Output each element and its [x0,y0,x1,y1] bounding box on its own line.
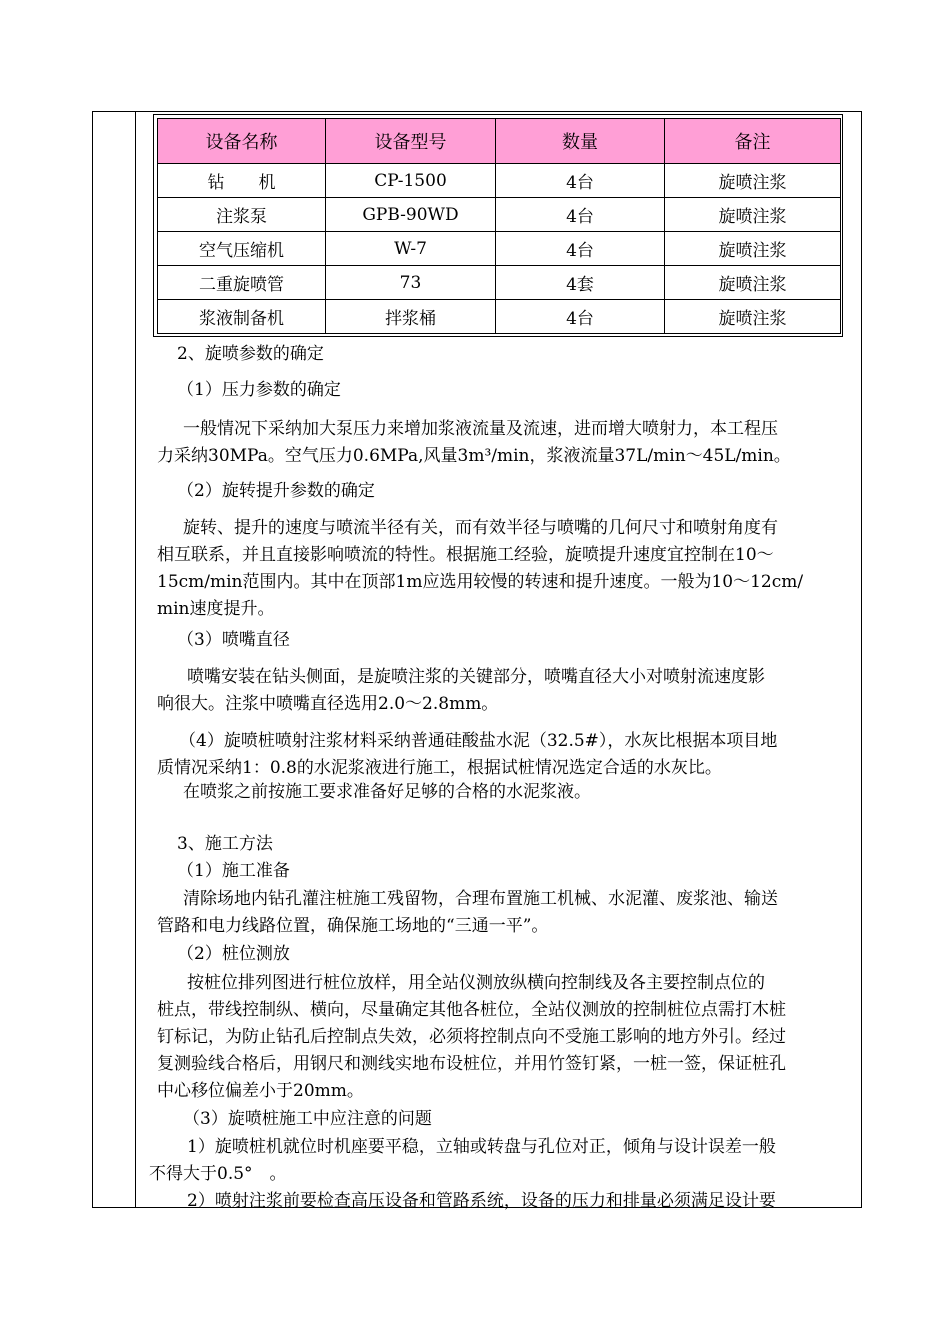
table-row [158,300,841,334]
section2-sub4-line2: 质情况采纳1：0.8的水泥浆液进行施工，根据试桩情况选定合适的水灰比。 [157,758,722,778]
section2-sub1-line2: 力采纳30MPa。空气压力0.6MPa,风量3m³/min，浆液流量37L/min～45L/min。 [157,446,791,466]
table-cell: W-7 [326,232,496,266]
table-cell: CP-1500 [326,164,496,198]
section3-item1-line2: 不得大于0.5° 。 [149,1164,287,1184]
table-cell: 浆液制备机 [158,300,326,334]
section3-title: 3、施工方法 [177,834,273,854]
equipment-table-frame [153,114,843,337]
header-cell: 设备名称 [158,119,326,164]
table-header-row [158,119,841,164]
table-cell: 空气压缩机 [158,232,326,266]
table-cell: 4台 [496,198,665,232]
table-cell: 注浆泵 [158,198,326,232]
table-cell: 旋喷注浆 [665,232,841,266]
table-row [158,164,841,198]
header-cell: 设备型号 [326,119,496,164]
section3-sub1-line2: 管路和电力线路位置，确保施工场地的“三通一平”。 [157,916,549,936]
section2-sub3-line2: 响很大。注浆中喷嘴直径选用2.0～2.8mm。 [157,694,499,714]
table-row [158,232,841,266]
content-cell [135,111,859,1211]
table-row [158,198,841,232]
section3-sub3-title: （3）旋喷桩施工中应注意的问题 [183,1109,432,1129]
section2-sub3-title: （3）喷嘴直径 [177,630,290,650]
section3-item2-line1: 2）喷射注浆前要检查高压设备和管路系统，设备的压力和排量必须满足设计要 [187,1191,776,1211]
table-cell: GPB-90WD [326,198,496,232]
section3-sub2-line3: 钉标记，为防止钻孔后控制点失效，必须将控制点向不受施工影响的地方外引。经过 [157,1027,786,1047]
section3-sub1-line1: 清除场地内钻孔灌注桩施工残留物，合理布置施工机械、水泥灌、废浆池、输送 [183,889,778,909]
section3-sub1-title: （1）施工准备 [177,861,290,881]
table-cell: 拌浆桶 [326,300,496,334]
section2-sub2-line4: min速度提升。 [157,599,275,619]
section2-sub1-title: （1）压力参数的确定 [177,380,341,400]
table-cell: 4台 [496,232,665,266]
table-cell: 旋喷注浆 [665,164,841,198]
table-row [158,266,841,300]
section3-sub2-line2: 桩点，带线控制纵、横向，尽量确定其他各桩位，全站仪测放的控制桩位点需打木桩 [157,1000,786,1020]
section3-sub2-line1: 按桩位排列图进行桩位放样，用全站仪测放纵横向控制线及各主要控制点位的 [187,973,765,993]
equipment-table [157,118,841,334]
table-cell: 旋喷注浆 [665,266,841,300]
table-cell: 4台 [496,300,665,334]
table-cell: 钻 机 [158,164,326,198]
table-cell: 4套 [496,266,665,300]
table-cell: 二重旋喷管 [158,266,326,300]
section2-sub3-line1: 喷嘴安装在钻头侧面，是旋喷注浆的关键部分，喷嘴直径大小对喷射流速度影 [187,667,765,687]
table-cell: 73 [326,266,496,300]
table-cell: 旋喷注浆 [665,300,841,334]
table-cell: 4台 [496,164,665,198]
header-cell: 数量 [496,119,665,164]
section2-title: 2、旋喷参数的确定 [177,344,324,364]
header-cell: 备注 [665,119,841,164]
section2-sub4-line3: 在喷浆之前按施工要求准备好足够的合格的水泥浆液。 [183,782,591,802]
section2-sub1-line1: 一般情况下采纳加大泵压力来增加浆液流量及流速，进而增大喷射力，本工程压 [183,419,778,439]
section2-sub2-line3: 15cm/min范围内。其中在顶部1m应选用较慢的转速和提升速度。一般为10～12cm/ [157,572,804,592]
section3-sub2-line5: 中心移位偏差小于20mm。 [157,1081,364,1101]
section2-sub2-title: （2）旋转提升参数的确定 [177,481,375,501]
section2-sub4-line1: （4）旋喷桩喷射注浆材料采纳普通硅酸盐水泥（32.5#），水灰比根据本项目地 [179,731,778,751]
table-cell: 旋喷注浆 [665,198,841,232]
section2-sub2-line1: 旋转、提升的速度与喷流半径有关，而有效半径与喷嘴的几何尺寸和喷射角度有 [183,518,778,538]
section3-item1-line1: 1）旋喷桩机就位时机座要平稳，立轴或转盘与孔位对正，倾角与设计误差一般 [187,1137,776,1157]
section3-sub2-line4: 复测验线合格后，用钢尺和测线实地布设桩位，并用竹签钉紧，一桩一签，保证桩孔 [157,1054,786,1074]
section3-sub2-title: （2）桩位测放 [177,944,290,964]
section2-sub2-line2: 相互联系，并且直接影响喷流的特性。根据施工经验，旋喷提升速度宜控制在10～ [157,545,774,565]
